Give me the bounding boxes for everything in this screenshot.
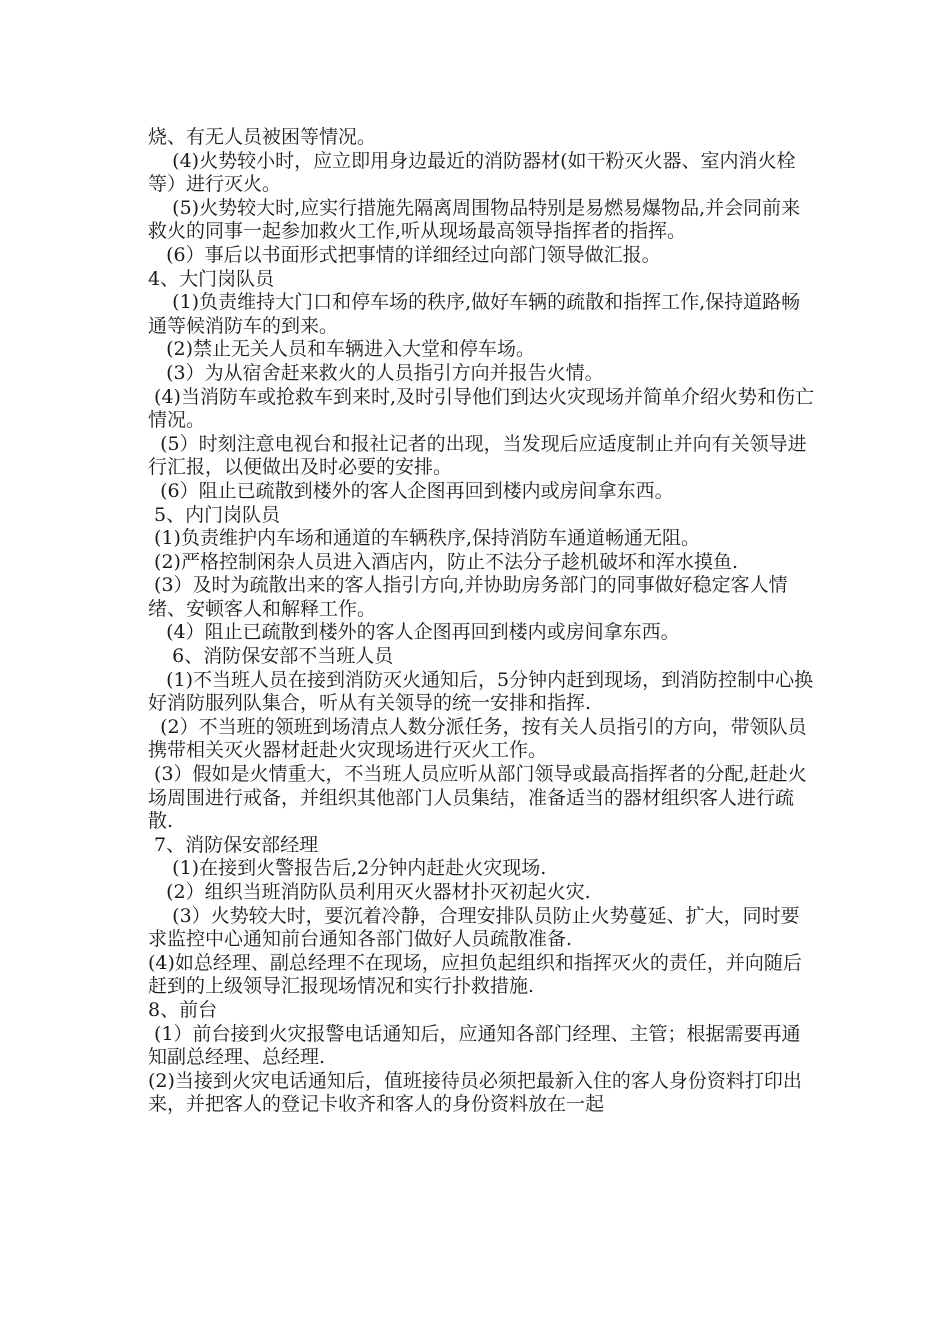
document-body bbox=[148, 126, 816, 1117]
paragraph: (5)火势较大时,应实行措施先隔离周围物品特别是易燃易爆物品,并会同前来救火的同事一起参加救火工作,听从现场最高领导指挥者的指挥。 bbox=[148, 196, 801, 243]
paragraph: (1)负责维护内车场和通道的车辆秩序,保持消防车通道畅通无阻。 bbox=[148, 527, 701, 550]
paragraph: (2)严格控制闲杂人员进入酒店内，防止不法分子趁机破坏和浑水摸鱼. bbox=[148, 550, 739, 573]
paragraph: (2）不当班的领班到场清点人数分派任务，按有关人员指引的方向，带领队员携带相关灭火器材赶赴火灾现场进行灭火工作。 bbox=[148, 715, 807, 762]
paragraph: (6）事后以书面形式把事情的详细经过向部门领导做汇报。 bbox=[148, 243, 661, 266]
paragraph: (3）及时为疏散出来的客人指引方向,并协助房务部门的同事做好稳定客人情绪、安顿客人和解释工作。 bbox=[148, 574, 788, 620]
paragraph: (1）前台接到火灾报警电话通知后，应通知各部门经理、主管；根据需要再通知副总经理、总经理. bbox=[148, 1022, 801, 1069]
paragraph: (3）为从宿舍赶来救火的人员指引方向并报告火情。 bbox=[148, 361, 604, 384]
paragraph: 烧、有无人员被困等情况。 bbox=[148, 126, 377, 148]
section-heading: 6、消防保安部不当班人员 bbox=[148, 645, 394, 668]
paragraph: (1)不当班人员在接到消防灭火通知后，5分钟内赶到现场，到消防控制中心换好消防服列队集合，听从有关领导的统一安排和指挥. bbox=[148, 668, 814, 715]
section-heading: 7、消防保安部经理 bbox=[148, 833, 319, 856]
section-heading: 4、大门岗队员 bbox=[148, 267, 275, 290]
paragraph: (2）组织当班消防队员利用灭火器材扑灭初起火灾. bbox=[148, 881, 591, 903]
paragraph: (1)负责维持大门口和停车场的秩序,做好车辆的疏散和指挥工作,保持道路畅通等候消防车的到来。 bbox=[148, 291, 801, 337]
paragraph: (4)如总经理、副总经理不在现场，应担负起组织和指挥灭火的责任，并向随后赶到的上级领导汇报现场情况和实行扑救措施. bbox=[148, 951, 802, 998]
paragraph: (3）假如是火情重大，不当班人员应听从部门领导或最高指挥者的分配,赶赴火场周围进行戒备，并组织其他部门人员集结，准备适当的器材组织客人进行疏散. bbox=[148, 763, 807, 833]
paragraph: (1)在接到火警报告后,2分钟内赶赴火灾现场. bbox=[148, 857, 547, 880]
paragraph: (2)当接到火灾电话通知后，值班接待员必须把最新入住的客人身份资料打印出来，并把客人的登记卡收齐和客人的身份资料放在一起 bbox=[148, 1069, 802, 1116]
paragraph: (4)当消防车或抢救车到来时,及时引导他们到达火灾现场并简单介绍火势和伤亡情况。 bbox=[148, 385, 815, 432]
paragraph: (5）时刻注意电视台和报社记者的出现，当发现后应适度制止并向有关领导进行汇报，以便做出及时必要的安排。 bbox=[148, 432, 807, 479]
paragraph: (3）火势较大时，要沉着冷静，合理安排队员防止火势蔓延、扩大，同时要求监控中心通知前台通知各部门做好人员疏散准备. bbox=[148, 904, 800, 951]
paragraph: (6）阻止已疏散到楼外的客人企图再回到楼内或房间拿东西。 bbox=[148, 479, 674, 502]
paragraph: (2)禁止无关人员和车辆进入大堂和停车场。 bbox=[148, 338, 536, 361]
section-heading: 5、内门岗队员 bbox=[148, 503, 281, 526]
paragraph: (4)火势较小时，应立即用身边最近的消防器材(如干粉灭火器、室内消火栓等）进行灭火。 bbox=[148, 149, 796, 196]
paragraph: (4）阻止已疏散到楼外的客人企图再回到楼内或房间拿东西。 bbox=[148, 621, 680, 644]
section-heading: 8、前台 bbox=[148, 998, 218, 1021]
